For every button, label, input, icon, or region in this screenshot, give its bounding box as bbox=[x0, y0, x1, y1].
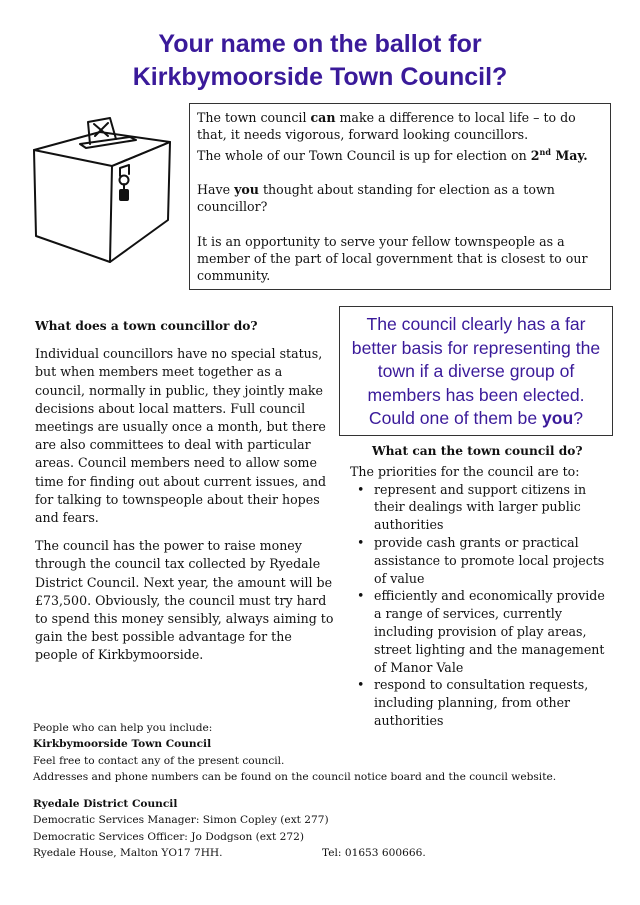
councillor-heading: What does a town councillor do? bbox=[35, 319, 258, 333]
town-council-line-2: Addresses and phone numbers can be found on the council notice board and the council website. bbox=[33, 770, 557, 783]
priority-text: respond to consultation requests, including planning, from other authorities bbox=[374, 677, 589, 728]
councillor-section bbox=[35, 317, 335, 665]
councillor-paragraph-1: Individual councillors have no special status, but when members meet together as a council, normally in public, they jointly make decisions about local matters. Full council meetings are usually once a month, but there are also committees to deal with particular areas. Council members need to allow some time for finding out about current issues, and for talking to townspeople about their hopes and fears. bbox=[35, 346, 327, 526]
intro-text: make a difference to local life – to do that, it needs vigorous, forward looking councillors. bbox=[197, 110, 576, 143]
intro-text: The town council bbox=[197, 110, 311, 125]
callout-text: The council clearly has a far better basis for representing the town if a diverse group of members has been elected. Could one of them be bbox=[351, 314, 601, 428]
intro-emphasis-you: you bbox=[234, 182, 259, 198]
intro-paragraph-2 bbox=[197, 181, 603, 216]
intro-box bbox=[189, 103, 611, 290]
intro-paragraph-1 bbox=[197, 109, 603, 164]
priority-text: provide cash grants or practical assistance to promote local projects of value bbox=[374, 534, 605, 586]
election-date bbox=[531, 148, 588, 163]
priority-item bbox=[350, 534, 615, 587]
intro-text: Have bbox=[197, 182, 235, 198]
title-line-1: Your name on the ballot for bbox=[158, 30, 482, 58]
district-council-phone: Tel: 01653 600666. bbox=[322, 847, 426, 860]
intro-emphasis-can: can bbox=[310, 110, 336, 125]
ballot-box-icon bbox=[28, 108, 176, 268]
councillor-paragraph-2: The council has the power to raise money through the council tax collected by Ryedale District Council. Next year, the amount will be £73,500. Obviously, the council must try hard to spend this money sensibly, always aiming to gain the best possible advantage for the people of Kirkbymoorside. bbox=[35, 538, 334, 663]
town-council-line-1: Feel free to contact any of the present council. bbox=[33, 754, 285, 767]
page-title bbox=[0, 28, 640, 94]
election-day: 2 bbox=[530, 147, 540, 163]
council-section bbox=[350, 443, 615, 730]
callout-question-mark: ? bbox=[573, 408, 584, 428]
district-council-manager: Democratic Services Manager: Simon Copley (ext 277) bbox=[33, 814, 329, 827]
election-text: The whole of our Town Council is up for election on bbox=[197, 147, 531, 163]
priorities-list bbox=[350, 481, 615, 730]
intro-text: thought about standing for election as a town councillor? bbox=[197, 182, 555, 215]
bullet-icon: • bbox=[357, 588, 365, 604]
council-heading: What can the town council do? bbox=[372, 444, 583, 458]
bullet-icon: • bbox=[357, 677, 365, 693]
bullet-icon: • bbox=[357, 481, 365, 497]
priority-text: efficiently and economically provide a range of services, currently including provision of play areas, street lighting and the management of Manor Vale bbox=[374, 588, 605, 675]
intro-paragraph-3: It is an opportunity to serve your fellow townspeople as a member of the part of local government that is closest to our community. bbox=[197, 233, 588, 284]
election-day-suffix: nd bbox=[539, 146, 551, 157]
district-council-name: Ryedale District Council bbox=[33, 798, 178, 811]
callout-box bbox=[339, 306, 613, 436]
district-council-address: Ryedale House, Malton YO17 7HH. bbox=[33, 847, 223, 860]
priority-item bbox=[350, 587, 615, 676]
town-council-name: Kirkbymoorside Town Council bbox=[33, 738, 212, 751]
contacts-footer bbox=[33, 720, 623, 861]
callout-emphasis-you: you bbox=[542, 408, 574, 428]
priority-text: represent and support citizens in their dealings with larger public authorities bbox=[374, 481, 587, 533]
council-intro: The priorities for the council are to: bbox=[350, 463, 580, 479]
district-council-address-row bbox=[33, 845, 623, 861]
priority-item bbox=[350, 481, 615, 534]
district-council-officer: Democratic Services Officer: Jo Dodgson (ext 272) bbox=[33, 830, 305, 843]
title-line-2: Kirkbymoorside Town Council? bbox=[132, 63, 508, 91]
contacts-intro: People who can help you include: bbox=[33, 722, 213, 734]
election-month: May. bbox=[550, 147, 588, 163]
bullet-icon: • bbox=[357, 534, 365, 550]
